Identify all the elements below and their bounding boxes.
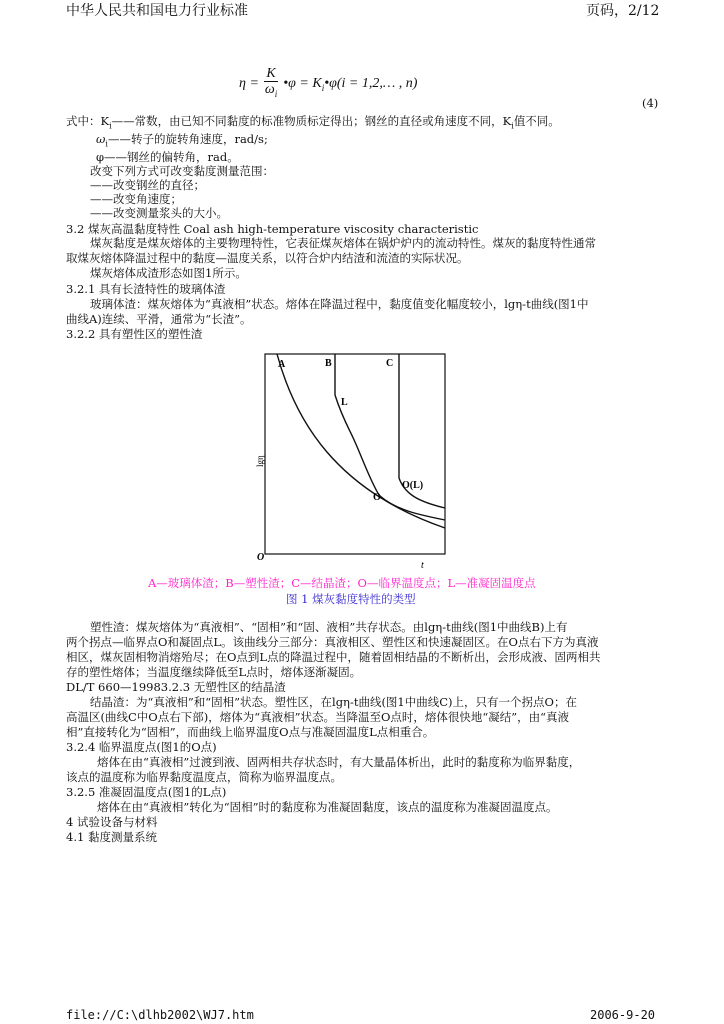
paragraph-3-2-line-1: 煤灰黏度是煤灰熔体的主要物理特性，它表征煤灰熔体在锅炉炉内的流动特性。煤灰的黏度特性通常	[90, 236, 596, 250]
section-3-2-heading: 3.2 煤灰高温黏度特性 Coal ash high-temperature viscosity characteristic	[66, 222, 479, 236]
paragraph-3-2-1-line-2: 曲线A)连续、平滑，通常为“长渣”。	[66, 312, 252, 326]
paragraph-3-2-3-line-2: 高温区(曲线C中O点右下部)，熔体为“真液相”状态。当降温至O点时，熔体很快地“凝结”，由“真液	[66, 710, 570, 724]
section-3-2-5-heading: 3.2.5 准凝固温度点(图1的L点)	[66, 785, 227, 799]
figure-frame	[265, 354, 445, 554]
section-3-2-3-heading: DL/T 660—19983.2.3 无塑性区的结晶渣	[66, 680, 286, 694]
formula-number: (4)	[642, 96, 659, 110]
curve-b	[335, 354, 445, 520]
paragraph-3-2-3-line-3: 相”直接转化为“固相”，而曲线上临界温度O点与准凝固温度L点相重合。	[66, 725, 435, 739]
section-3-2-1-heading: 3.2.1 具有长渣特性的玻璃体渣	[66, 282, 226, 296]
where-ki	[66, 114, 560, 133]
x-axis-label: t	[421, 560, 424, 571]
formula-numerator: K	[266, 66, 276, 81]
range-item-3: ——改变测量浆头的大小。	[90, 206, 228, 220]
point-label-l: L	[341, 397, 348, 408]
footer-date: 2006-9-20	[590, 1008, 656, 1022]
document-header-title: 中华人民共和国电力行业标准	[66, 3, 248, 19]
formula-lhs: η =	[239, 76, 259, 92]
section-4-1-heading: 4.1 黏度测量系统	[66, 830, 157, 844]
curve-label-b: B	[325, 358, 332, 369]
where-omega-symbol: ω	[96, 132, 106, 146]
footer-file-path: file://C:\dlhb2002\WJ7.htm	[66, 1008, 254, 1022]
formula-rhs-tail: •φ(i = 1,2,… , n)	[324, 76, 418, 92]
where-omega-sub: i	[105, 139, 108, 149]
point-label-o: O	[373, 492, 381, 503]
formula-rhs-sub: i	[321, 82, 325, 93]
figure-1-viscosity-curves	[255, 350, 455, 572]
where-ki-sub: i	[109, 121, 112, 131]
paragraph-3-2-line-2: 取煤灰熔体降温过程中的黏度—温度关系，以符合炉内结渣和流渣的实际状况。	[66, 251, 469, 265]
paragraph-plastic-line-3: 相区，煤灰固相物消熔殆尽；在O点到L点的降温过程中，随着固相结晶的不断析出，会形成液、固两相共	[66, 650, 601, 664]
paragraph-3-2-3-line-1: 结晶渣：为“真液相”和“固相”状态。塑性区，在lgη-t曲线(图1中曲线C)上，只有一个拐点O；在	[90, 695, 577, 709]
paragraph-plastic-line-2: 两个拐点—临界点O和凝固点L。该曲线分三部分：真液相区、塑性区和快速凝固区。在O点右下方为真液	[66, 635, 599, 649]
curve-label-c: C	[386, 358, 394, 369]
where-ki-c: 值不同。	[513, 114, 560, 128]
formula-rhs: •φ = K	[283, 76, 322, 92]
where-phi: φ——钢丝的偏转角，rad。	[96, 150, 239, 164]
section-3-2-2-heading: 3.2.2 具有塑性区的塑性渣	[66, 327, 203, 341]
paragraph-plastic-line-1: 塑性渣：煤灰熔体为“真液相”、“固相”和“固、液相”共存状态。由lgη-t曲线(图1中曲线B)上有	[90, 620, 568, 634]
section-3-2-4-heading: 3.2.4 临界温度点(图1的O点)	[66, 740, 217, 754]
where-ki-a: 式中：K	[66, 114, 110, 128]
curve-a	[277, 354, 445, 528]
figure-legend: A—玻璃体渣；B—塑性渣；C—结晶渣；O—临界温度点；L—准凝固温度点	[148, 576, 536, 590]
where-ki-b: ——常数，由已知不同黏度的标准物质标定得出；钢丝的直径或角速度不同，K	[111, 114, 512, 128]
where-omega	[96, 132, 268, 151]
paragraph-3-2-5-line-1: 熔体在由“真液相”转化为“固相”时的黏度称为准凝固黏度，该点的温度称为准凝固温度点。	[97, 800, 558, 814]
curve-label-a: A	[278, 359, 286, 370]
range-item-2: ——改变角速度；	[90, 192, 182, 206]
y-axis-label: lgη	[255, 455, 265, 467]
figure-caption: 图 1 煤灰黏度特性的类型	[286, 592, 416, 606]
section-4-heading: 4 试验设备与材料	[66, 815, 158, 829]
paragraph-3-2-1-line-1: 玻璃体渣：煤灰熔体为“真液相”状态。熔体在降温过程中，黏度值变化幅度较小，lgη-t曲线(图1中	[90, 297, 589, 311]
formula-fraction	[264, 66, 277, 102]
where-omega-desc: ——转子的旋转角速度，rad/s;	[107, 132, 268, 146]
paragraph-3-2-4-line-1: 熔体在由“真液相”过渡到液、固两相共存状态时，有大量晶体析出，此时的黏度称为临界黏度，	[97, 755, 581, 769]
formula-denominator: ω	[264, 82, 275, 97]
formula-4	[239, 66, 417, 102]
range-intro: 改变下列方式可改变黏度测量范围：	[90, 164, 274, 178]
origin-label: O	[257, 552, 265, 563]
formula-den-sub: i	[274, 88, 278, 99]
paragraph-plastic-line-4: 存的塑性熔体；当温度继续降低至L点时，熔体逐渐凝固。	[66, 665, 362, 679]
page-number: 页码，2/12	[586, 3, 660, 19]
paragraph-3-2-4-line-2: 该点的温度称为临界黏度温度点，简称为临界温度点。	[66, 770, 342, 784]
paragraph-3-2-line-3: 煤灰熔体成渣形态如图1所示。	[90, 266, 247, 280]
where-ki-sub2: i	[511, 121, 514, 131]
point-label-ol: O(L)	[402, 480, 424, 491]
range-item-1: ——改变钢丝的直径；	[90, 178, 205, 192]
